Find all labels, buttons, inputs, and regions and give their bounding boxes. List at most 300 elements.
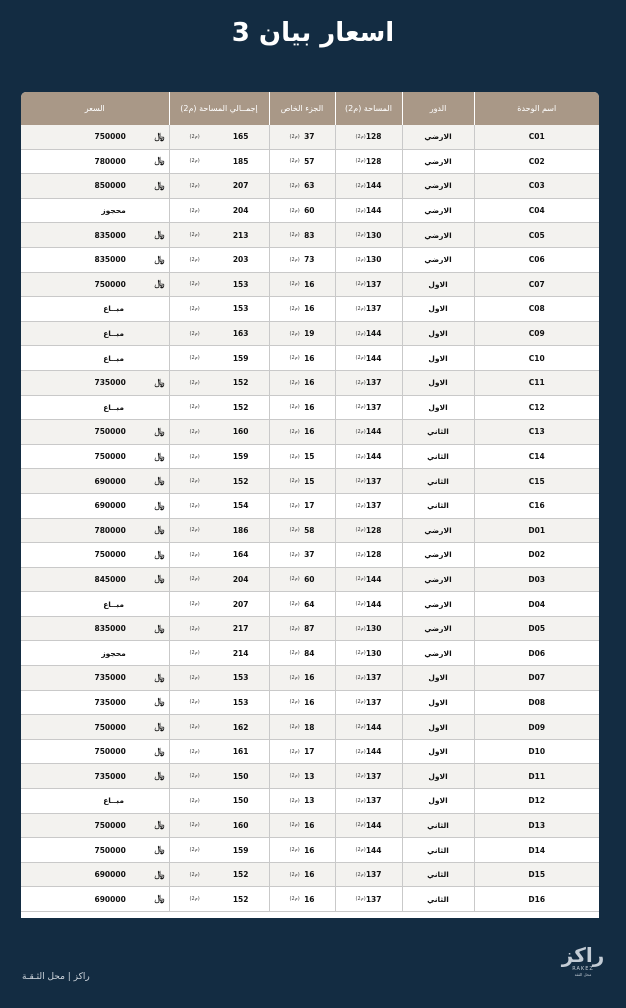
unit-label: (م2) (355, 724, 366, 731)
cell-floor: الاول (402, 764, 474, 789)
cell-area (335, 346, 402, 371)
table-row (21, 346, 599, 371)
cell-total-area-value: 152 (232, 894, 249, 904)
cell-unit: D16 (474, 887, 599, 912)
cell-private-value: 16 (304, 697, 315, 707)
cell-price (21, 469, 169, 494)
cell-floor: الارضي (402, 247, 474, 272)
cell-floor: الاول (402, 346, 474, 371)
cell-area (335, 739, 402, 764)
cell-total-area-value: 163 (232, 329, 249, 339)
cell-floor: الثاني (402, 469, 474, 494)
unit-label: (م2) (189, 355, 200, 362)
cell-price (21, 125, 169, 149)
unit-label: (م2) (355, 305, 366, 312)
cell-total-area-value: 153 (232, 279, 249, 289)
cell-floor: الثاني (402, 444, 474, 469)
cell-price (21, 321, 169, 346)
cell-unit: D11 (474, 764, 599, 789)
cell-private-value: 16 (304, 304, 315, 314)
price-value: 735000 (94, 771, 126, 781)
cell-floor: الثاني (402, 813, 474, 838)
unit-label: (م2) (355, 576, 366, 583)
unit-label: (م2) (189, 305, 200, 312)
cell-floor: الارضي (402, 592, 474, 617)
cell-unit: C09 (474, 321, 599, 346)
unit-label: (م2) (189, 896, 200, 903)
riyal-icon: ﷼ (154, 869, 165, 880)
unit-label: (م2) (189, 330, 200, 337)
cell-private-value: 16 (304, 870, 315, 880)
price-value: 835000 (94, 624, 126, 634)
table-row (21, 518, 599, 543)
cell-private (269, 223, 335, 248)
status-badge: محجوز (101, 206, 126, 216)
cell-total-area (169, 764, 269, 789)
cell-unit: D08 (474, 690, 599, 715)
cell-area-value: 137 (365, 501, 382, 511)
cell-area (335, 125, 402, 149)
cell-total-area-value: 186 (232, 525, 249, 535)
cell-total-area-value: 152 (232, 378, 249, 388)
unit-label: (م2) (355, 625, 366, 632)
cell-area (335, 272, 402, 297)
cell-private (269, 149, 335, 174)
cell-unit: C07 (474, 272, 599, 297)
cell-private (269, 247, 335, 272)
cell-unit: D03 (474, 567, 599, 592)
cell-floor: الارضي (402, 125, 474, 149)
cell-total-area (169, 395, 269, 420)
riyal-icon: ﷼ (154, 180, 165, 191)
riyal-icon: ﷼ (154, 820, 165, 831)
unit-label: (م2) (289, 527, 300, 534)
cell-unit: C12 (474, 395, 599, 420)
unit-label: (م2) (289, 256, 300, 263)
cell-area (335, 149, 402, 174)
unit-label: (م2) (355, 256, 366, 263)
table-row (21, 789, 599, 814)
cell-total-area (169, 813, 269, 838)
unit-label: (م2) (355, 674, 366, 681)
table-row (21, 813, 599, 838)
riyal-icon: ﷼ (154, 476, 165, 487)
riyal-icon: ﷼ (154, 131, 165, 142)
unit-label: (م2) (289, 551, 300, 558)
rakez-logo (560, 944, 606, 977)
table-row (21, 149, 599, 174)
riyal-icon: ﷼ (154, 254, 165, 265)
cell-area-value: 137 (365, 304, 382, 314)
cell-private-value: 16 (304, 353, 315, 363)
cell-private (269, 370, 335, 395)
cell-area-value: 144 (365, 181, 382, 191)
cell-area-value: 144 (365, 452, 382, 462)
cell-price (21, 395, 169, 420)
price-value: 835000 (94, 255, 126, 265)
cell-price (21, 715, 169, 740)
unit-label: (م2) (289, 158, 300, 165)
cell-area (335, 543, 402, 568)
cell-floor: الارضي (402, 641, 474, 666)
unit-label: (م2) (289, 232, 300, 239)
unit-label: (م2) (355, 133, 366, 140)
cell-area (335, 297, 402, 322)
unit-label: (م2) (289, 379, 300, 386)
cell-area-value: 137 (365, 378, 382, 388)
cell-area (335, 518, 402, 543)
cell-private (269, 543, 335, 568)
cell-area-value: 144 (365, 427, 382, 437)
header-private: الجزء الخاص (269, 92, 335, 125)
cell-total-area-value: 150 (232, 796, 249, 806)
table-row (21, 838, 599, 863)
cell-private (269, 272, 335, 297)
price-value: 750000 (94, 427, 126, 437)
cell-unit: C10 (474, 346, 599, 371)
cell-price (21, 247, 169, 272)
unit-label: (م2) (189, 576, 200, 583)
unit-label: (م2) (289, 724, 300, 731)
unit-label: (م2) (189, 281, 200, 288)
cell-unit: C15 (474, 469, 599, 494)
unit-label: (م2) (289, 404, 300, 411)
price-value: 735000 (94, 697, 126, 707)
cell-price (21, 370, 169, 395)
unit-label: (م2) (289, 625, 300, 632)
cell-price (21, 420, 169, 445)
cell-price (21, 862, 169, 887)
header-total-area: إجمــالي المساحة (م2) (169, 92, 269, 125)
unit-label: (م2) (189, 847, 200, 854)
unit-label: (م2) (289, 748, 300, 755)
price-value: 780000 (94, 156, 126, 166)
cell-total-area-value: 164 (232, 550, 249, 560)
unit-label: (م2) (355, 232, 366, 239)
cell-private-value: 60 (304, 574, 315, 584)
unit-label: (م2) (355, 699, 366, 706)
cell-private (269, 666, 335, 691)
cell-total-area (169, 149, 269, 174)
cell-total-area-value: 154 (232, 501, 249, 511)
unit-label: (م2) (355, 453, 366, 460)
unit-label: (م2) (189, 601, 200, 608)
cell-total-area (169, 616, 269, 641)
unit-label: (م2) (189, 650, 200, 657)
cell-price (21, 493, 169, 518)
unit-label: (م2) (355, 428, 366, 435)
unit-label: (م2) (355, 182, 366, 189)
cell-total-area (169, 272, 269, 297)
header-unit: اسم الوحدة (474, 92, 599, 125)
unit-label: (م2) (289, 797, 300, 804)
cell-private-value: 19 (304, 329, 315, 339)
unit-label: (م2) (189, 478, 200, 485)
unit-label: (م2) (189, 773, 200, 780)
cell-unit: D01 (474, 518, 599, 543)
cell-total-area-value: 152 (232, 870, 249, 880)
cell-private-value: 16 (304, 378, 315, 388)
cell-area-value: 137 (365, 279, 382, 289)
cell-private (269, 616, 335, 641)
cell-area (335, 641, 402, 666)
cell-total-area-value: 165 (232, 132, 249, 142)
cell-area-value: 128 (365, 132, 382, 142)
cell-private-value: 17 (304, 747, 315, 757)
unit-label: (م2) (355, 330, 366, 337)
unit-label: (م2) (189, 797, 200, 804)
cell-private-value: 83 (304, 230, 315, 240)
unit-label: (م2) (355, 207, 366, 214)
unit-label: (م2) (189, 256, 200, 263)
cell-unit: D15 (474, 862, 599, 887)
table-row (21, 247, 599, 272)
cell-area-value: 144 (365, 820, 382, 830)
cell-unit: D12 (474, 789, 599, 814)
cell-floor: الارضي (402, 567, 474, 592)
cell-total-area (169, 174, 269, 199)
table-row (21, 223, 599, 248)
cell-area-value: 144 (365, 329, 382, 339)
status-badge: مبــاع (103, 599, 124, 609)
cell-total-area-value: 152 (232, 402, 249, 412)
table-header-row (21, 92, 599, 125)
riyal-icon: ﷼ (154, 230, 165, 241)
cell-unit: D02 (474, 543, 599, 568)
unit-label: (م2) (289, 330, 300, 337)
riyal-icon: ﷼ (154, 845, 165, 856)
cell-private (269, 346, 335, 371)
status-badge: مبــاع (103, 402, 124, 412)
cell-area (335, 395, 402, 420)
cell-price (21, 567, 169, 592)
cell-total-area (169, 297, 269, 322)
cell-private (269, 813, 335, 838)
unit-label: (م2) (189, 699, 200, 706)
cell-total-area (169, 223, 269, 248)
cell-area-value: 130 (365, 648, 382, 658)
cell-private-value: 16 (304, 427, 315, 437)
riyal-icon: ﷼ (154, 426, 165, 437)
cell-private-value: 15 (304, 452, 315, 462)
table-row (21, 666, 599, 691)
table-row (21, 715, 599, 740)
cell-unit: C16 (474, 493, 599, 518)
cell-total-area-value: 153 (232, 673, 249, 683)
unit-label: (م2) (289, 871, 300, 878)
cell-total-area (169, 469, 269, 494)
table-row (21, 739, 599, 764)
cell-private-value: 16 (304, 279, 315, 289)
unit-label: (م2) (189, 182, 200, 189)
unit-label: (م2) (355, 478, 366, 485)
cell-area (335, 789, 402, 814)
price-value: 750000 (94, 747, 126, 757)
cell-area-value: 144 (365, 574, 382, 584)
price-value: 690000 (94, 870, 126, 880)
cell-total-area (169, 690, 269, 715)
cell-floor: الارضي (402, 223, 474, 248)
status-badge: محجوز (101, 648, 126, 658)
cell-unit: C02 (474, 149, 599, 174)
cell-floor: الارضي (402, 543, 474, 568)
cell-price (21, 690, 169, 715)
cell-floor: الاول (402, 789, 474, 814)
cell-area-value: 137 (365, 870, 382, 880)
unit-label: (م2) (289, 428, 300, 435)
cell-price (21, 149, 169, 174)
unit-label: (م2) (289, 502, 300, 509)
logo-mark: راكز (561, 943, 605, 967)
cell-total-area (169, 543, 269, 568)
cell-total-area (169, 567, 269, 592)
table-row (21, 887, 599, 912)
cell-private-value: 15 (304, 476, 315, 486)
cell-total-area-value: 159 (232, 452, 249, 462)
cell-total-area-value: 204 (232, 574, 249, 584)
cell-private-value: 13 (304, 771, 315, 781)
unit-label: (م2) (289, 773, 300, 780)
cell-price (21, 887, 169, 912)
cell-floor: الاول (402, 395, 474, 420)
cell-area (335, 567, 402, 592)
unit-label: (م2) (289, 207, 300, 214)
cell-private (269, 444, 335, 469)
cell-total-area (169, 346, 269, 371)
unit-label: (م2) (189, 724, 200, 731)
price-value: 845000 (94, 574, 126, 584)
price-value: 780000 (94, 525, 126, 535)
cell-price (21, 346, 169, 371)
table-row (21, 616, 599, 641)
cell-price (21, 813, 169, 838)
status-badge: مبــاع (103, 329, 124, 339)
cell-price (21, 641, 169, 666)
cell-area-value: 144 (365, 722, 382, 732)
cell-area-value: 137 (365, 476, 382, 486)
unit-label: (م2) (189, 133, 200, 140)
cell-private (269, 715, 335, 740)
cell-total-area (169, 666, 269, 691)
cell-area (335, 223, 402, 248)
logo-tag: محل الثقة (574, 972, 592, 977)
cell-area-value: 144 (365, 747, 382, 757)
cell-unit: D07 (474, 666, 599, 691)
cell-total-area (169, 862, 269, 887)
cell-unit: C04 (474, 198, 599, 223)
cell-area-value: 144 (365, 206, 382, 216)
cell-area-value: 128 (365, 550, 382, 560)
table-row (21, 567, 599, 592)
unit-label: (م2) (355, 773, 366, 780)
table-row (21, 493, 599, 518)
table-row (21, 174, 599, 199)
unit-label: (م2) (355, 748, 366, 755)
unit-label: (م2) (289, 822, 300, 829)
cell-private-value: 16 (304, 820, 315, 830)
price-table (21, 92, 599, 912)
cell-price (21, 789, 169, 814)
table-row (21, 444, 599, 469)
cell-area (335, 469, 402, 494)
cell-floor: الاول (402, 690, 474, 715)
cell-floor: الارضي (402, 198, 474, 223)
cell-unit: D06 (474, 641, 599, 666)
riyal-icon: ﷼ (154, 672, 165, 683)
riyal-icon: ﷼ (154, 451, 165, 462)
table-row (21, 592, 599, 617)
price-value: 750000 (94, 279, 126, 289)
riyal-icon: ﷼ (154, 697, 165, 708)
cell-area (335, 493, 402, 518)
riyal-icon: ﷼ (154, 894, 165, 905)
cell-area (335, 813, 402, 838)
table-row (21, 272, 599, 297)
price-value: 835000 (94, 230, 126, 240)
cell-unit: D10 (474, 739, 599, 764)
cell-private (269, 764, 335, 789)
unit-label: (م2) (189, 527, 200, 534)
cell-private (269, 125, 335, 149)
unit-label: (م2) (289, 576, 300, 583)
cell-area (335, 764, 402, 789)
cell-total-area-value: 160 (232, 820, 249, 830)
price-value: 750000 (94, 845, 126, 855)
cell-unit: D13 (474, 813, 599, 838)
riyal-icon: ﷼ (154, 279, 165, 290)
cell-private-value: 13 (304, 796, 315, 806)
table-row (21, 469, 599, 494)
unit-label: (م2) (189, 158, 200, 165)
cell-private (269, 321, 335, 346)
cell-private (269, 739, 335, 764)
cell-price (21, 198, 169, 223)
cell-floor: الثاني (402, 493, 474, 518)
riyal-icon: ﷼ (154, 722, 165, 733)
status-badge: مبــاع (103, 796, 124, 806)
cell-floor: الثاني (402, 862, 474, 887)
cell-total-area (169, 444, 269, 469)
cell-unit: C08 (474, 297, 599, 322)
cell-total-area (169, 198, 269, 223)
cell-area-value: 130 (365, 624, 382, 634)
unit-label: (م2) (189, 871, 200, 878)
cell-area (335, 321, 402, 346)
unit-label: (م2) (189, 428, 200, 435)
cell-area-value: 137 (365, 697, 382, 707)
cell-private-value: 87 (304, 624, 315, 634)
unit-label: (م2) (189, 748, 200, 755)
cell-unit: D05 (474, 616, 599, 641)
cell-total-area-value: 152 (232, 476, 249, 486)
unit-label: (م2) (189, 551, 200, 558)
cell-total-area (169, 420, 269, 445)
table-row (21, 370, 599, 395)
cell-price (21, 739, 169, 764)
price-value: 750000 (94, 820, 126, 830)
cell-unit: C06 (474, 247, 599, 272)
cell-private (269, 789, 335, 814)
cell-private-value: 84 (304, 648, 315, 658)
cell-floor: الارضي (402, 518, 474, 543)
cell-private (269, 420, 335, 445)
cell-private (269, 493, 335, 518)
unit-label: (م2) (289, 650, 300, 657)
cell-price (21, 174, 169, 199)
cell-price (21, 223, 169, 248)
riyal-icon: ﷼ (154, 500, 165, 511)
unit-label: (م2) (189, 232, 200, 239)
